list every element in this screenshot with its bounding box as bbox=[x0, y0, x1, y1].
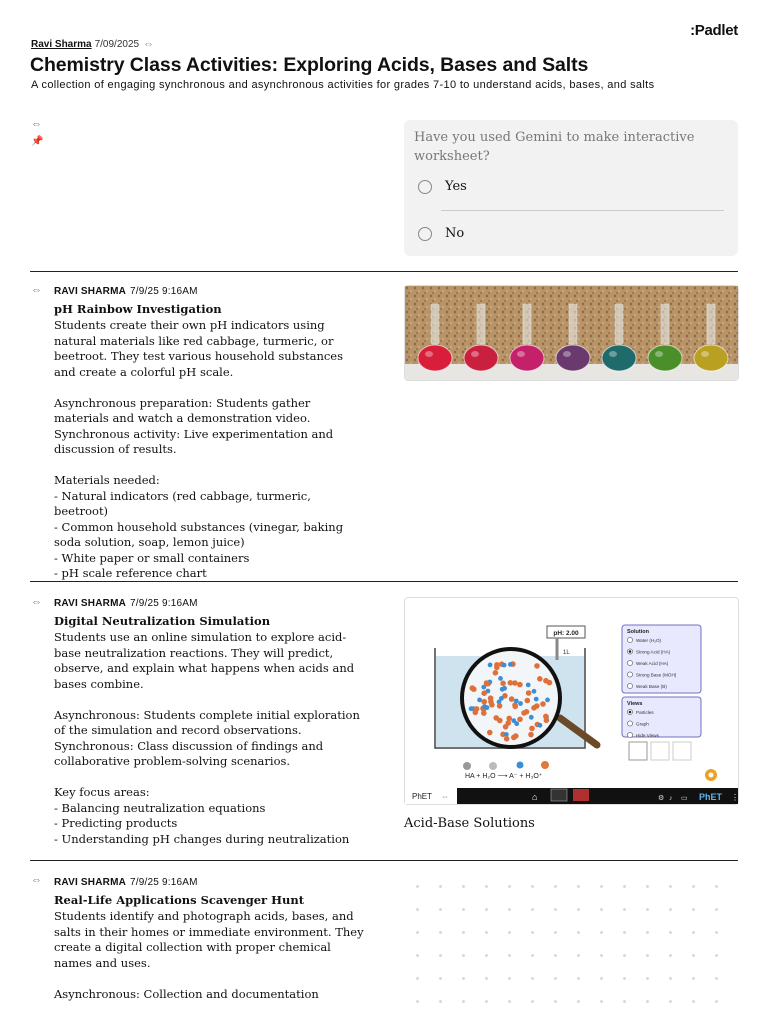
image-placeholder bbox=[404, 875, 738, 1005]
link-icon[interactable]: ⇔ bbox=[31, 874, 42, 886]
divider bbox=[30, 581, 738, 582]
solution-option-label: Weak Acid (HA) bbox=[636, 661, 669, 666]
post-title: Real-Life Applications Scavenger Hunt bbox=[54, 893, 305, 907]
particle bbox=[498, 676, 503, 681]
particle bbox=[512, 680, 518, 686]
particle bbox=[508, 662, 513, 667]
ph-meter-tool[interactable] bbox=[629, 742, 647, 760]
post-author[interactable]: RAVI SHARMA bbox=[54, 286, 127, 297]
particle bbox=[494, 662, 500, 668]
particle bbox=[517, 682, 523, 688]
radio-button[interactable] bbox=[418, 227, 432, 241]
particle bbox=[488, 663, 493, 668]
divider bbox=[30, 860, 738, 861]
flasks-image bbox=[405, 286, 738, 380]
particle bbox=[504, 736, 510, 742]
link-icon[interactable]: ⇔ bbox=[143, 38, 155, 50]
solution-option-label: Strong Acid (HA) bbox=[636, 649, 671, 655]
particle bbox=[518, 701, 523, 706]
solution-option-radio[interactable] bbox=[627, 672, 632, 677]
poll-question: Have you used Gemini to make interactive worksheet? bbox=[414, 130, 695, 164]
conductivity-tool[interactable] bbox=[673, 742, 691, 760]
volume-label: 1L bbox=[563, 650, 570, 656]
particle bbox=[502, 663, 507, 668]
image-caption: Acid-Base Solutions bbox=[404, 816, 535, 831]
poll-card bbox=[404, 120, 738, 256]
post-title: Digital Neutralization Simulation bbox=[54, 614, 271, 628]
particle bbox=[526, 683, 531, 688]
post-author[interactable]: RAVI SHARMA bbox=[54, 877, 127, 888]
post-byline bbox=[31, 38, 154, 50]
post-time: 7/9/25 9:16AM bbox=[130, 877, 198, 888]
post-time: 7/9/25 9:16AM bbox=[130, 286, 198, 297]
particle bbox=[534, 663, 540, 669]
link-icon[interactable]: ⇔ bbox=[31, 284, 42, 296]
keyboard-icon: ▭ bbox=[681, 795, 688, 802]
view-option-radio-selected bbox=[629, 711, 632, 714]
particle bbox=[485, 705, 490, 710]
divider bbox=[441, 210, 724, 211]
particle bbox=[528, 732, 534, 738]
reaction-equation: HA + H₂O ⟶ A⁻ + H₃O⁺ bbox=[465, 773, 543, 780]
solution-panel-title: Solution bbox=[627, 629, 649, 635]
link-icon[interactable]: ⇔ bbox=[31, 118, 42, 130]
poll-option-label: Yes bbox=[445, 179, 467, 194]
solution-panel bbox=[622, 625, 701, 693]
pin-icon[interactable]: 📌 bbox=[31, 136, 44, 147]
settings-icon: ⚙ bbox=[658, 795, 665, 802]
particle bbox=[505, 720, 511, 726]
post-meta bbox=[54, 286, 198, 297]
phet-brand: PhET bbox=[699, 792, 723, 802]
solution-option-radio-selected bbox=[629, 650, 632, 653]
particle bbox=[500, 687, 505, 692]
particle bbox=[540, 701, 546, 707]
solution-option-radio[interactable] bbox=[627, 660, 632, 665]
solution-option-label: Water (H₂O) bbox=[636, 638, 662, 643]
padlet-logo[interactable]: :Padlet bbox=[690, 22, 738, 39]
solution-option-radio[interactable] bbox=[627, 683, 632, 688]
particle bbox=[511, 718, 516, 723]
post-title: pH Rainbow Investigation bbox=[54, 302, 222, 316]
view-option-label: Hide Views bbox=[636, 733, 659, 738]
phet-simulation-screenshot[interactable] bbox=[404, 597, 739, 805]
page-description: A collection of engaging synchronous and asynchronous activities for grades 7-10 to understand acids, bases, and salts bbox=[31, 79, 655, 91]
particle bbox=[531, 705, 537, 711]
solution-option-label: Weak Base (B) bbox=[636, 684, 667, 689]
particle bbox=[543, 714, 549, 720]
post-meta bbox=[54, 877, 198, 888]
solution-option-label: Strong Base (MOH) bbox=[636, 672, 677, 678]
view-option-label: Graph bbox=[636, 721, 649, 727]
poll-option-label: No bbox=[445, 226, 465, 241]
particle bbox=[493, 670, 499, 676]
particle bbox=[484, 680, 490, 686]
simulation-image bbox=[405, 598, 738, 804]
particle bbox=[529, 715, 534, 720]
particle bbox=[543, 678, 549, 684]
particle bbox=[499, 696, 504, 701]
author-link[interactable]: Ravi Sharma bbox=[31, 39, 92, 50]
particle bbox=[513, 733, 519, 739]
link-icon: ⇔ bbox=[441, 792, 449, 801]
post-author[interactable]: RAVI SHARMA bbox=[54, 598, 127, 609]
view-option-radio[interactable] bbox=[627, 732, 632, 737]
particle bbox=[497, 718, 503, 724]
particle bbox=[529, 726, 535, 732]
particle bbox=[545, 698, 550, 703]
particle bbox=[521, 710, 527, 716]
particle bbox=[506, 716, 512, 722]
post-body: Students use an online simulation to explore acid-base neutralization reactions. They will predict, observe, and explain what happens when acids and bases combine. Asynchronous: Students complete initial exploration of the simulation and record observations. Synchronous: Class discussion of findings and collaborative problem-solving scenarios. Key focus areas: - Balancing neutralization equations - Predicting products - Understanding pH changes during neutralization bbox=[54, 630, 360, 846]
link-icon[interactable]: ⇔ bbox=[31, 596, 42, 608]
particle bbox=[481, 690, 487, 696]
divider bbox=[30, 271, 738, 272]
particle bbox=[474, 706, 480, 712]
radio-button[interactable] bbox=[418, 180, 432, 194]
post-date: 7/09/2025 bbox=[94, 39, 140, 50]
post-meta bbox=[54, 598, 198, 609]
views-panel-title: Views bbox=[627, 701, 643, 707]
post-time: 7/9/25 9:16AM bbox=[130, 598, 198, 609]
page-title: Chemistry Class Activities: Exploring Acids, Bases and Salts bbox=[30, 54, 589, 76]
ph-rainbow-photo[interactable] bbox=[404, 285, 739, 381]
screen-tab-magnifier[interactable] bbox=[551, 789, 567, 801]
particle bbox=[470, 685, 476, 691]
particle bbox=[481, 699, 487, 705]
view-option-radio[interactable] bbox=[627, 721, 632, 726]
ph-paper-tool[interactable] bbox=[651, 742, 669, 760]
sound-icon: ♪ bbox=[669, 795, 673, 802]
particle bbox=[526, 690, 532, 696]
particle bbox=[500, 681, 506, 687]
screen-tab-custom[interactable] bbox=[573, 789, 589, 801]
post-body: Students create their own pH indicators using natural materials like red cabbage, turmeric, or beetroot. They test various household substances and create a colorful pH scale. Asynchronous preparation: Students gather materials and watch a demonstration video. Synchronous activity: Live experimentation and discussion of results. Materials needed: - Natural indicators (red cabbage, turmeric, beetroot) - Common household substances (vinegar, baking soda solution, soap, lemon juice) - White paper or small containers - pH scale reference chart bbox=[54, 318, 344, 580]
particle bbox=[509, 696, 515, 702]
particle bbox=[488, 699, 494, 705]
particle bbox=[497, 703, 503, 709]
post-body: Students identify and photograph acids, bases, and salts in their homes or immediate environment. They create a digital collection with proper chemical names and uses. Asynchronous: Collection and documentation bbox=[54, 909, 364, 1001]
solution-option-radio[interactable] bbox=[627, 637, 632, 642]
particle bbox=[517, 717, 523, 723]
home-icon: ⌂ bbox=[532, 792, 538, 802]
particle bbox=[477, 698, 482, 703]
menu-icon: ⋮ bbox=[731, 793, 739, 802]
phet-label: PhET bbox=[412, 792, 433, 801]
particle bbox=[525, 698, 531, 704]
particle bbox=[538, 723, 543, 728]
particle bbox=[487, 730, 493, 736]
particle bbox=[537, 676, 543, 682]
particle bbox=[514, 699, 519, 704]
particle bbox=[469, 706, 474, 711]
view-option-label: Particles bbox=[636, 710, 654, 715]
particle bbox=[534, 697, 539, 702]
particle bbox=[532, 689, 537, 694]
ph-readout: pH: 2.00 bbox=[553, 630, 579, 637]
